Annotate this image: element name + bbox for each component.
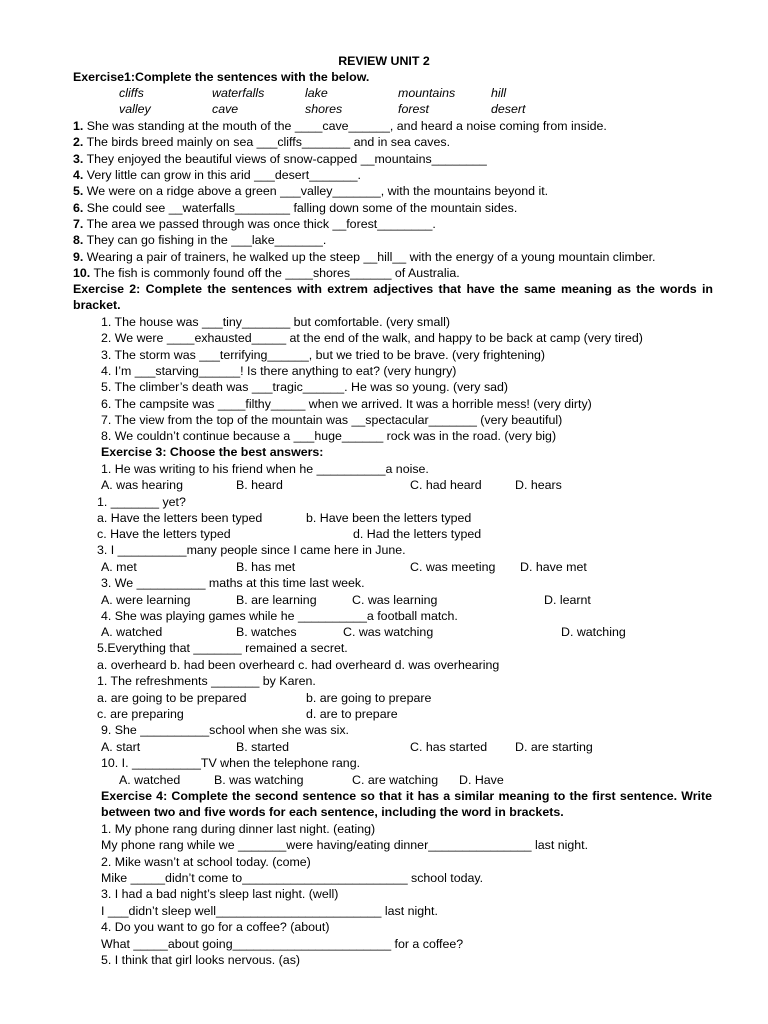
word-bank-item: cave (212, 102, 239, 116)
exercise-1-item: 2. The birds breed mainly on sea ___cliffs_______ and in sea caves. (73, 135, 451, 149)
answer-option: D. Have (459, 773, 504, 787)
exercise-4-heading: Exercise 4: Complete the second sentence so that it has a similar meaning to the first sentence. Write (101, 789, 712, 803)
exercise-1-item: 6. She could see __waterfalls________ falling down some of the mountain sides. (73, 201, 518, 215)
exercise-1-heading: Exercise1:Complete the sentences with the below. (73, 70, 370, 84)
word-bank-item: hill (491, 86, 507, 100)
word-bank-item: shores (305, 102, 343, 116)
answer-option: C. has started (410, 740, 488, 754)
answer-option: B. are learning (236, 593, 317, 607)
answer-option: C. was meeting (410, 560, 496, 574)
word-bank-item: lake (305, 86, 328, 100)
answer-option: D. are starting (515, 740, 593, 754)
exercise-4-line: 4. Do you want to go for a coffee? (about) (101, 920, 330, 934)
word-bank-item: forest (398, 102, 429, 116)
answer-option: A. were learning (101, 593, 191, 607)
exercise-4-line: Mike _____didn’t come to________________________ school today. (101, 871, 484, 885)
word-bank-item: mountains (398, 86, 456, 100)
exercise-3-question: 4. She was playing games while he __________a football match. (101, 609, 458, 623)
exercise-3-question: 10. I. __________TV when the telephone rang. (101, 756, 361, 770)
exercise-3-question: 1. _______ yet? (97, 495, 186, 509)
exercise-4-line: 2. Mike wasn’t at school today. (come) (101, 855, 311, 869)
exercise-4-heading-cont: between two and five words for each sentence, including the word in brackets. (101, 805, 564, 819)
answer-option: A. met (101, 560, 137, 574)
answer-option: C. are watching (352, 773, 439, 787)
exercise-2-heading-cont: bracket. (73, 298, 121, 312)
answer-options: a. overheard b. had been overheard c. had overheard d. was overhearing (97, 658, 500, 672)
exercise-3-question: 1. He was writing to his friend when he __________a noise. (101, 462, 429, 476)
answer-option: a. Have the letters been typed (97, 511, 263, 525)
answer-option: C. was learning (352, 593, 438, 607)
exercise-2-item: 2. We were ____exhausted_____ at the end of the walk, and happy to be back at camp (very tired) (101, 331, 643, 345)
answer-option: A. start (101, 740, 141, 754)
answer-option: D. hears (515, 478, 562, 492)
answer-option: D. learnt (544, 593, 591, 607)
exercise-3-question: 9. She __________school when she was six. (101, 723, 349, 737)
exercise-2-item: 5. The climber’s death was ___tragic______. He was so young. (very sad) (101, 380, 509, 394)
answer-option: C. had heard (410, 478, 482, 492)
answer-option: c. Have the letters typed (97, 527, 231, 541)
answer-option: C. was watching (343, 625, 434, 639)
word-bank-item: valley (119, 102, 151, 116)
answer-option: A. watched (119, 773, 181, 787)
exercise-4-line: 5. I think that girl looks nervous. (as) (101, 953, 301, 967)
word-bank-item: waterfalls (212, 86, 265, 100)
exercise-1-item: 9. Wearing a pair of trainers, he walked up the steep __hill__ with the energy of a young mountain climber. (73, 250, 656, 264)
exercise-2-item: 6. The campsite was ____filthy_____ when we arrived. It was a horrible mess! (very dirty) (101, 397, 592, 411)
answer-option: b. Have been the letters typed (306, 511, 472, 525)
exercise-1-item: 7. The area we passed through was once thick __forest________. (73, 217, 436, 231)
exercise-4-line: I ___didn’t sleep well________________________ last night. (101, 904, 438, 918)
answer-option: d. Had the letters typed (353, 527, 482, 541)
exercise-1-item: 10. The fish is commonly found off the ____shores______ of Australia. (73, 266, 460, 280)
exercise-2-item: 4. I’m ___starving______! Is there anything to eat? (very hungry) (101, 364, 457, 378)
word-bank-item: desert (491, 102, 526, 116)
page-title: REVIEW UNIT 2 (338, 54, 430, 68)
exercise-2-item: 7. The view from the top of the mountain was __spectacular_______ (very beautiful) (101, 413, 563, 427)
answer-option: D. watching (561, 625, 626, 639)
answer-option: B. watches (236, 625, 297, 639)
answer-option: a. are going to be prepared (97, 691, 247, 705)
exercise-4-line: 3. I had a bad night’s sleep last night. (well) (101, 887, 339, 901)
exercise-4-line: My phone rang while we _______were having/eating dinner_______________ last night. (101, 838, 589, 852)
exercise-2-item: 3. The storm was ___terrifying______, but we tried to be brave. (very frightening) (101, 348, 545, 362)
exercise-3-question: 5.Everything that _______ remained a secret. (97, 641, 348, 655)
exercise-3-heading: Exercise 3: Choose the best answers: (101, 445, 324, 459)
exercise-1-item: 5. We were on a ridge above a green ___valley_______, with the mountains beyond it. (73, 184, 549, 198)
answer-option: A. was hearing (101, 478, 183, 492)
answer-option: D. have met (520, 560, 587, 574)
exercise-3-question: 3. We __________ maths at this time last week. (101, 576, 365, 590)
exercise-2-item: 8. We couldn’t continue because a ___huge______ rock was in the road. (very big) (101, 429, 557, 443)
exercise-3-question: 3. I __________many people since I came here in June. (97, 543, 406, 557)
answer-option: B. has met (236, 560, 296, 574)
exercise-4-line: What _____about going_______________________ for a coffee? (101, 937, 464, 951)
answer-option: B. started (236, 740, 290, 754)
answer-option: B. heard (236, 478, 283, 492)
exercise-3-question: 1. The refreshments _______ by Karen. (97, 674, 316, 688)
exercise-2-item: 1. The house was ___tiny_______ but comfortable. (very small) (101, 315, 450, 329)
word-bank-item: cliffs (119, 86, 144, 100)
answer-option: B. was watching (214, 773, 304, 787)
exercise-1-item: 3. They enjoyed the beautiful views of snow-capped __mountains________ (73, 152, 487, 166)
exercise-2-heading: Exercise 2: Complete the sentences with extrem adjectives that have the same meaning as the words in (73, 282, 713, 296)
answer-option: A. watched (101, 625, 163, 639)
answer-option: c. are preparing (97, 707, 184, 721)
exercise-1-item: 4. Very little can grow in this arid ___desert_______. (73, 168, 361, 182)
exercise-1-item: 8. They can go fishing in the ___lake_______. (73, 233, 327, 247)
answer-option: d. are to prepare (306, 707, 398, 721)
answer-option: b. are going to prepare (306, 691, 432, 705)
exercise-4-line: 1. My phone rang during dinner last night. (eating) (101, 822, 376, 836)
exercise-1-item: 1. She was standing at the mouth of the ____cave______, and heard a noise coming from inside. (73, 119, 607, 133)
